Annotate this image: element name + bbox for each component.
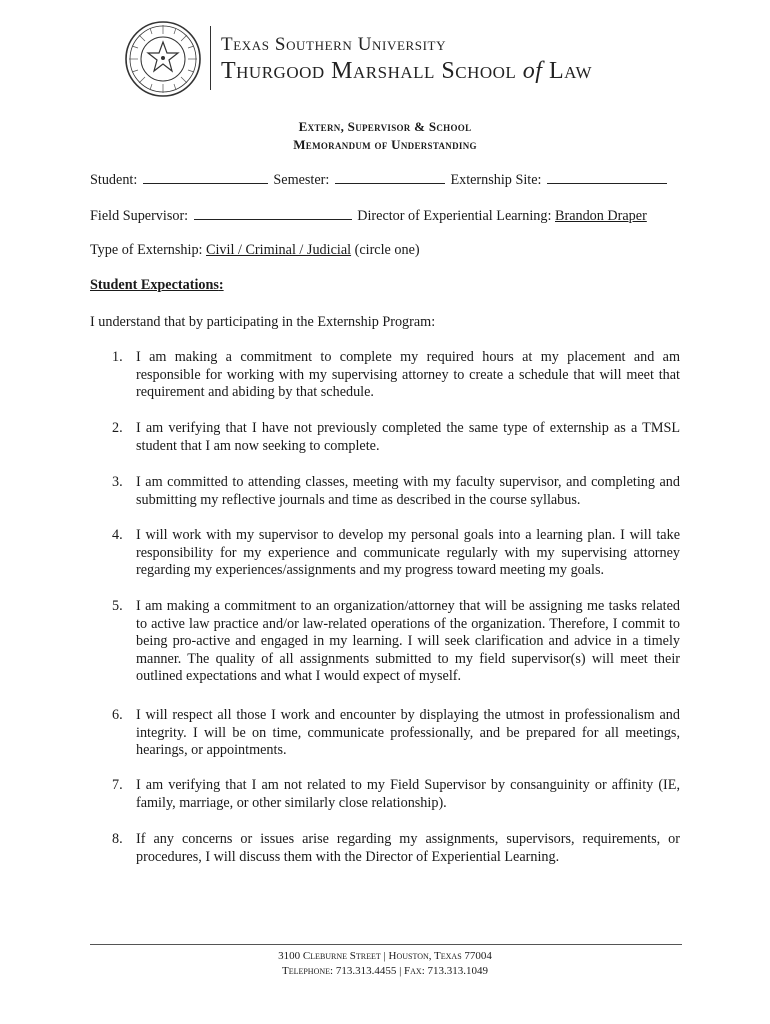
university-seal-icon xyxy=(124,20,202,98)
item-text: I am verifying that I am not related to my Field Supervisor by consanguinity or affinity (IE, family, marriage, or other similarly close relationship). xyxy=(136,777,680,811)
item-number: 2. xyxy=(112,420,123,436)
item-text: I am verifying that I have not previously completed the same type of externship as a TMSL student that I am now seeking to complete. xyxy=(136,420,680,454)
school-name: Thurgood Marshall School of Law xyxy=(221,58,593,84)
list-item xyxy=(112,349,680,402)
supervisor-line xyxy=(90,207,647,225)
header-divider xyxy=(210,26,211,90)
item-number: 1. xyxy=(112,349,123,365)
student-blank[interactable] xyxy=(143,171,268,184)
list-item xyxy=(112,598,680,686)
footer-contact: Telephone: 713.313.4455 | Fax: 713.313.1049 xyxy=(281,965,489,977)
student-info-line xyxy=(90,171,669,189)
section-heading: Student Expectations: xyxy=(90,277,224,293)
document-title-line-1: Extern, Supervisor & School xyxy=(298,119,472,134)
item-text: I will respect all those I work and encounter by displaying the utmost in professionalism and integrity. I will be on time, communicate professionally, and be prepared for all meetings, hearings, or appointments. xyxy=(136,707,680,759)
student-label: Student: xyxy=(90,172,138,188)
field-supervisor-blank[interactable] xyxy=(194,207,352,220)
item-text: I am making a commitment to complete my required hours at my placement and am responsible for working with my supervising attorney to create a schedule that will meet that requirement and abiding by that schedule. xyxy=(136,349,680,401)
director-label: Director of Experiential Learning: xyxy=(357,208,552,224)
semester-label: Semester: xyxy=(273,172,330,188)
type-options[interactable]: Civil / Criminal / Judicial xyxy=(206,242,352,258)
field-supervisor-label: Field Supervisor: xyxy=(90,208,189,224)
item-number: 5. xyxy=(112,598,123,614)
director-name: Brandon Draper xyxy=(555,208,647,224)
list-item xyxy=(112,527,680,580)
list-item xyxy=(112,831,680,866)
list-item xyxy=(112,420,680,455)
item-number: 3. xyxy=(112,474,123,490)
item-text: I am committed to attending classes, meeting with my faculty supervisor, and completing and submitting my reflective journals and time as described in the course syllabus. xyxy=(136,474,680,508)
document-title-line-2: Memorandum of Understanding xyxy=(293,137,477,152)
externship-site-blank[interactable] xyxy=(547,171,667,184)
footer-address: 3100 Cleburne Street | Houston, Texas 77004 xyxy=(278,950,492,962)
item-number: 8. xyxy=(112,831,123,847)
footer-divider xyxy=(90,944,682,945)
externship-type-line xyxy=(90,242,420,259)
list-item xyxy=(112,474,680,509)
item-text: I will work with my supervisor to develop my personal goals into a learning plan. I will take responsibility for my experience and communicate regularly with my supervising attorney regarding my experiences/assignments and my progress toward meeting my goals. xyxy=(136,527,680,579)
externship-site-label: Externship Site: xyxy=(450,172,542,188)
intro-text: I understand that by participating in the Externship Program: xyxy=(90,314,436,330)
item-number: 6. xyxy=(112,707,123,723)
type-label: Type of Externship: xyxy=(90,242,203,258)
item-number: 4. xyxy=(112,527,123,543)
type-note: (circle one) xyxy=(354,242,420,258)
item-number: 7. xyxy=(112,777,123,793)
semester-blank[interactable] xyxy=(335,171,445,184)
item-text: I am making a commitment to an organization/attorney that will be assigning me tasks related to active law practice and/or law-related operations of the organization. Therefore, I commit to being pro-active and engaged in my learning. I will seek clarification and advice in a timely manner. The quality of all assignments submitted to my field supervisor(s) will meet their outlined expectations and what I would expect of myself. xyxy=(136,598,680,685)
list-item xyxy=(112,777,680,812)
item-text: If any concerns or issues arise regarding my assignments, supervisors, requirements, or procedures, I will discuss them with the Director of Experiential Learning. xyxy=(136,831,680,865)
university-name: Texas Southern University xyxy=(221,34,447,55)
letterhead xyxy=(0,0,770,110)
list-item xyxy=(112,707,680,760)
